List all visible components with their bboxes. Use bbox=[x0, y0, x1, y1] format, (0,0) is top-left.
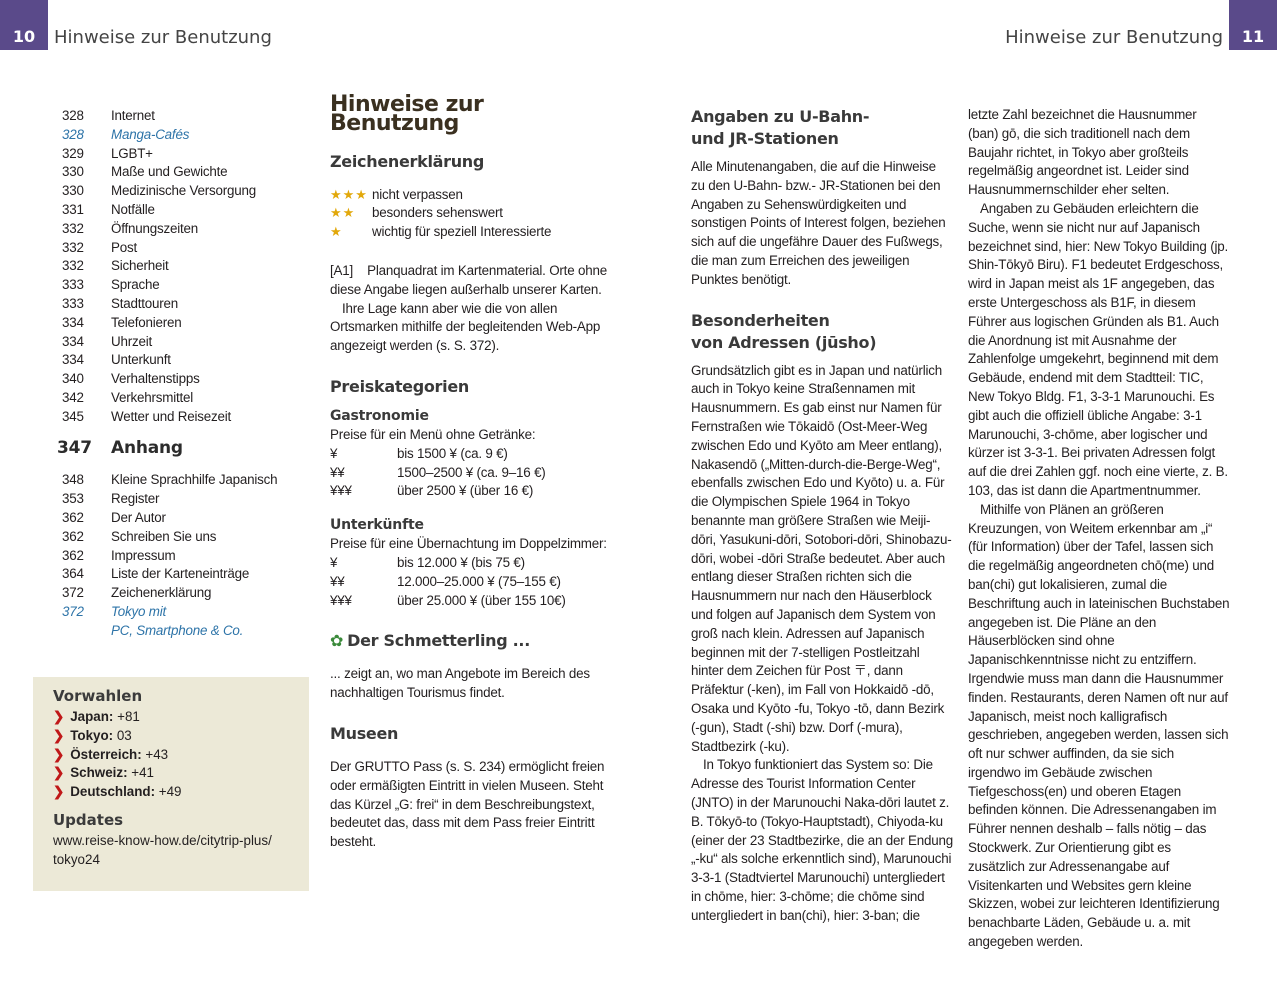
toc-entry[interactable] bbox=[62, 547, 312, 566]
toc-page-number: 364 bbox=[62, 566, 84, 582]
chevron-right-icon: ❯ bbox=[53, 784, 65, 800]
col4-paragraph-1: letzte Zahl bezeichnet die Hausnummer (ban) gō, die sich traditionell nach dem Baujahr richtet, in Tokyo aber großteils regelmäßig angeordnet ist. Leider sind Hausnummernschilder eher selten. bbox=[968, 107, 1197, 198]
price-symbol: ¥¥¥ bbox=[330, 592, 352, 608]
toc-list bbox=[62, 107, 312, 427]
toc-page-number: 362 bbox=[62, 528, 84, 544]
toc-label: Medizinische Versorgung bbox=[111, 183, 257, 199]
toc-entry[interactable] bbox=[62, 182, 312, 201]
toc-label: Sprache bbox=[111, 277, 160, 293]
price-symbol: ¥¥¥ bbox=[330, 483, 352, 499]
price-row bbox=[330, 573, 610, 592]
toc-page-number: 332 bbox=[62, 239, 84, 255]
price-range: bis 1500 ¥ (ca. 9 €) bbox=[397, 445, 508, 461]
plan-paragraph-2: Ihre Lage kann aber wie die von allen Ortsmarken mithilfe der begleitenden Web-App angezeigt werden (s. S. 372). bbox=[330, 300, 601, 354]
plan-paragraph: [A1] Planquadrat im Kartenmaterial. Orte ohne diese Angabe liegen außerhalb unserer Karten. bbox=[330, 262, 607, 297]
toc-label: Stadttouren bbox=[111, 295, 179, 311]
museen-heading: Museen bbox=[330, 723, 399, 743]
star-legend-item bbox=[330, 204, 610, 223]
toc-continuation: PC, Smartphone & Co. bbox=[111, 622, 244, 638]
toc-chapter-label: Anhang bbox=[111, 437, 183, 458]
price-row bbox=[330, 482, 610, 501]
toc-label: Maße und Gewichte bbox=[111, 164, 228, 180]
vorwahl-value: +43 bbox=[141, 746, 169, 762]
toc-label: Post bbox=[111, 239, 137, 255]
toc-page-number: 329 bbox=[62, 145, 84, 161]
toc-page-number: 345 bbox=[62, 408, 84, 424]
price-row bbox=[330, 554, 610, 573]
info-box bbox=[33, 677, 309, 891]
toc-page-number: 330 bbox=[62, 164, 84, 180]
adressen-paragraph-1: Grundsätzlich gibt es in Japan und natürlich auch in Tokyo keine Straßennamen mit Hausnummern. Es gab einst nur Namen für Fernstraßen wie Tōkaidō (Ost-Meer-Weg zwischen Edo und Kyōto am Meer entlang), Nakasendō („Mitten-durch-die-Berge-Weg“, ebenfalls zwischen Edo und Kyōto) u. a. Für die Olympischen Spiele 1964 in Tokyo benannte man größere Straßen wie Meiji-dōri, Yasukuni-dōri, Sotobori-dōri, Shinobazu-dōri, wobei -dōri Straße bedeutet. Aber auch entlang dieser Straßen richten sich die Hausnummern nur nach den Häuserblock und folgen auf Japanisch dem System von groß nach klein. Adressen auf Japanisch beginnen mit der 7-stelligen Postleitzahl hinter dem Zeichen für Post 〒, dann Präfektur (-ken), im Fall von Hokkaidō -dō, Osaka und Kyōto -fu, Tokyo -tō, dann Bezirk (-gun), Stadt (-shi) bzw. Dorf (-mura), Stadtbezirk (-ku). bbox=[691, 362, 952, 754]
price-symbol: ¥ bbox=[330, 445, 338, 461]
toc-entry[interactable] bbox=[62, 584, 312, 603]
updates-link[interactable]: www.reise-know-how.de/citytrip-plus/ bbox=[53, 832, 272, 848]
vorwahl-value: +49 bbox=[155, 784, 182, 800]
toc-entry[interactable] bbox=[62, 239, 312, 258]
unterk-heading: Unterkünfte bbox=[330, 517, 424, 534]
toc-list-appendix bbox=[62, 471, 312, 621]
col4-paragraph-2: Angaben zu Gebäuden erleichtern die Suche, wenn sie nicht nur auf Japanisch bezeichnet sind, hier: New Tokyo Building (jp. Shin-Tōkyō Biru). F1 bedeutet Erdgeschoss, wird in Japan meist als 1F angegeben, das erste Untergeschoss als B1F, in diesem Führer aus logischen Gründen als B1. Auch die Anordnung ist mit Ausnahme der Zahlenfolge umgekehrt, beginnend mit dem Gebäude, endend mit dem Stadtteil: TIC, New Tokyo Bldg. F1, 3-3-1 Marunouchi. Es gibt auch die offiziell übliche Angabe: 3-1 Marunouchi, 3-chōme, aber logischer und kürzer ist 3-3-1. Bei privaten Adressen folgt auf die drei Zahlen ggf. noch eine vierte, z. B. 103, das ist dann die Apartmentnummer. bbox=[968, 200, 1228, 498]
ubahn-text: Alle Minutenangaben, die auf die Hinweise zu den U-Bahn- bzw.- JR-Stationen bei den Angaben zu Sehenswürdigkeiten und sonstigen Points of Interest folgen, beziehen sich auf die ungefähre Dauer des Fußwegs, die man zum Erreichen des jeweiligen Punktes benötigt. bbox=[691, 159, 946, 287]
toc-page-number: 334 bbox=[62, 352, 84, 368]
toc-entry[interactable] bbox=[62, 509, 312, 528]
toc-page-number: 330 bbox=[62, 183, 84, 199]
toc-entry[interactable] bbox=[62, 201, 312, 220]
toc-page-number: 342 bbox=[62, 389, 84, 405]
star-legend bbox=[330, 186, 610, 242]
adressen-heading: Besonderheiten von Adressen (jūsho) bbox=[691, 310, 877, 352]
price-row bbox=[330, 445, 610, 464]
toc-chapter bbox=[57, 439, 312, 458]
vorwahl-item bbox=[53, 783, 289, 802]
price-range: bis 12.000 ¥ (bis 75 €) bbox=[397, 554, 525, 570]
toc-page-number: 334 bbox=[62, 314, 84, 330]
toc-label: Internet bbox=[111, 108, 155, 123]
toc-entry[interactable] bbox=[62, 471, 312, 490]
toc-label: LGBT+ bbox=[111, 145, 153, 161]
toc-entry[interactable] bbox=[62, 257, 312, 276]
toc-page-number: 372 bbox=[62, 603, 84, 619]
toc-label: Verhaltenstipps bbox=[111, 371, 200, 387]
toc-label: Schreiben Sie uns bbox=[111, 528, 217, 544]
toc-entry[interactable] bbox=[62, 351, 312, 370]
toc-label: Unterkunft bbox=[111, 352, 171, 368]
toc-chapter-number: 347 bbox=[57, 437, 92, 458]
toc-entry[interactable] bbox=[62, 528, 312, 547]
ubahn-heading: Angaben zu U-Bahn- und JR-Stationen bbox=[691, 107, 870, 148]
adressen-paragraph-2: In Tokyo funktioniert das System so: Die Adresse des Tourist Information Center (JNTO) in der Marunouchi Naka-dōri lautet z. B. Tōkyō-to (Tokyo-Hauptstadt), Chiyoda-ku (einer der 23 Stadtbezirke, die an der Endung „-ku“ als solche erkenntlich sind), Marunouchi 3-3-1 (Stadtviertel Marunouchi) untergliedert in chōme, hier: 3-chōme; die chōme sind untergliedert in ban(chi), hier: 3-ban; die bbox=[691, 757, 953, 923]
vorwahl-item bbox=[53, 708, 289, 727]
toc-page-number: 328 bbox=[62, 108, 84, 123]
chevron-right-icon: ❯ bbox=[53, 746, 65, 762]
toc-label: Impressum bbox=[111, 547, 176, 563]
toc-label: Register bbox=[111, 491, 160, 507]
text-column-3 bbox=[691, 106, 953, 925]
toc-entry[interactable] bbox=[62, 603, 312, 622]
vorwahl-value: +41 bbox=[127, 765, 154, 781]
toc-label: Manga-Cafés bbox=[111, 126, 190, 142]
updates-link-cont[interactable]: tokyo24 bbox=[53, 851, 100, 867]
zeichen-heading: Zeichenerklärung bbox=[330, 151, 485, 171]
vorwahlen-title: Vorwahlen bbox=[53, 687, 143, 705]
toc-page-number: 340 bbox=[62, 371, 84, 387]
price-symbol: ¥¥ bbox=[330, 573, 345, 589]
toc-page-number: 348 bbox=[62, 472, 84, 488]
section-title: Hinweise zur Benutzung bbox=[330, 92, 484, 136]
toc-entry[interactable] bbox=[62, 276, 312, 295]
toc-page-number: 333 bbox=[62, 295, 84, 311]
toc-label: Liste der Karteneinträge bbox=[111, 566, 250, 582]
toc-label: Wetter und Reisezeit bbox=[111, 408, 232, 424]
page-number-left: 10 bbox=[0, 0, 48, 50]
toc-page-number: 372 bbox=[62, 585, 84, 601]
toc-entry[interactable] bbox=[62, 220, 312, 239]
toc-label: Verkehrsmittel bbox=[111, 389, 194, 405]
updates-title: Updates bbox=[53, 810, 124, 829]
price-range: 12.000–25.000 ¥ (75–155 €) bbox=[397, 573, 561, 589]
toc-page-number: 328 bbox=[62, 126, 84, 142]
toc-label: Öffnungszeiten bbox=[111, 220, 199, 236]
toc-label: Zeichenerklärung bbox=[111, 585, 212, 601]
price-row bbox=[330, 592, 610, 611]
star-label: besonders sehenswert bbox=[372, 205, 503, 221]
star-icon: ★★ bbox=[330, 205, 356, 221]
museen-text: Der GRUTTO Pass (s. S. 234) ermöglicht freien oder ermäßigten Eintritt in vielen Museen. Steht das Kürzel „G: frei“ in dem Beschreibungstext, bedeutet das, dass mit dem Pass freier Eintritt besteht. bbox=[330, 758, 605, 850]
page-number-right: 11 bbox=[1229, 0, 1277, 50]
vorwahl-value: +81 bbox=[113, 709, 140, 724]
star-icon: ★★★ bbox=[330, 186, 368, 202]
unterk-intro: Preise für eine Übernachtung im Doppelzimmer: bbox=[330, 536, 607, 552]
vorwahl-item bbox=[53, 727, 289, 746]
star-legend-item bbox=[330, 186, 610, 205]
vorwahl-label: Tokyo: bbox=[70, 727, 114, 743]
text-column-4 bbox=[968, 106, 1230, 952]
toc-page-number: 362 bbox=[62, 509, 84, 525]
toc-page-number: 333 bbox=[62, 277, 84, 293]
butterfly-icon: ✿ bbox=[330, 631, 344, 651]
price-range: über 25.000 ¥ (über 155 10€) bbox=[397, 592, 566, 608]
gastro-intro: Preise für ein Menü ohne Getränke: bbox=[330, 426, 536, 442]
toc-entry[interactable] bbox=[62, 333, 312, 352]
toc-page-number: 334 bbox=[62, 333, 84, 349]
star-legend-item bbox=[330, 223, 610, 242]
gastro-heading: Gastronomie bbox=[330, 407, 429, 424]
toc-entry[interactable] bbox=[62, 565, 312, 584]
toc-entry[interactable] bbox=[62, 389, 312, 408]
preis-heading: Preiskategorien bbox=[330, 376, 469, 396]
toc-label: Uhrzeit bbox=[111, 333, 153, 349]
price-range: über 2500 ¥ (über 16 €) bbox=[397, 483, 534, 499]
toc-entry[interactable] bbox=[62, 145, 312, 164]
toc-label: Der Autor bbox=[111, 509, 166, 525]
vorwahl-label: Japan: bbox=[70, 709, 114, 724]
vorwahl-label: Österreich: bbox=[70, 746, 142, 762]
toc-page-number: 332 bbox=[62, 220, 84, 236]
running-head-left: Hinweise zur Benutzung bbox=[54, 27, 272, 48]
toc-entry[interactable] bbox=[62, 490, 312, 509]
chevron-right-icon: ❯ bbox=[53, 709, 65, 724]
vorwahl-value: 03 bbox=[113, 727, 132, 743]
toc-page-number: 332 bbox=[62, 258, 84, 274]
toc-entry[interactable] bbox=[62, 295, 312, 314]
vorwahl-item bbox=[53, 764, 289, 783]
schmetterling-heading: ✿ Der Schmetterling ... bbox=[330, 631, 530, 651]
toc-page-number: 353 bbox=[62, 491, 84, 507]
star-icon: ★ bbox=[330, 224, 343, 240]
toc-page-number: 362 bbox=[62, 547, 84, 563]
price-range: 1500–2500 ¥ (ca. 9–16 €) bbox=[397, 464, 546, 480]
toc-label: Sicherheit bbox=[111, 258, 169, 274]
toc-label: Telefonieren bbox=[111, 314, 182, 330]
toc-entry[interactable] bbox=[62, 408, 312, 427]
price-row bbox=[330, 464, 610, 483]
star-label: wichtig für speziell Interessierte bbox=[372, 224, 552, 240]
toc-entry[interactable] bbox=[62, 370, 312, 389]
toc-page-number: 331 bbox=[62, 201, 84, 217]
col4-paragraph-3: Mithilfe von Plänen an größeren Kreuzungen, von Weitem erkennbar am „i“ (für Information) über der Tafel, lassen sich die regelmäßig angeordneten chō(me) und ban(chi) gut lokalisieren, zumal die Beschriftung auch in lateinischen Buchstaben angegeben ist. Die Pläne an den Häuserblöcken sind ohne Japanischkenntnisse nicht zu entziffern. Irgendwie muss man dann die Hausnummer finden. Restaurants, deren Namen oft nur auf Japanisch, meist noch kalligrafisch geschrieben, angegeben werden, lassen sich oft nur schwer auffinden, da sie sich irgendwo im Gebäude zwischen Tiefgeschoss(en) und oberen Etagen befinden können. Die Adressenangaben im Führer nennen deshalb – falls nötig – das Stockwerk. Zur Orientierung gibt es zusätzlich zur Adressenangabe auf Visitenkarten und Websites gern kleine Skizzen, wobei zur leichteren Identifizierung benachbarte Läden, Gebäude u. a. mit angegeben werden. bbox=[968, 501, 1230, 950]
toc-label: Kleine Sprachhilfe Japanisch bbox=[111, 472, 278, 488]
toc-entry[interactable] bbox=[62, 126, 312, 145]
vorwahl-item bbox=[53, 746, 289, 765]
toc-entry[interactable] bbox=[62, 163, 312, 182]
vorwahl-label: Schweiz: bbox=[70, 765, 128, 781]
vorwahl-label: Deutschland: bbox=[70, 784, 156, 800]
chevron-right-icon: ❯ bbox=[53, 727, 65, 743]
price-symbol: ¥ bbox=[330, 554, 338, 570]
schmetterling-text: ... zeigt an, wo man Angebote im Bereich des nachhaltigen Tourismus findet. bbox=[330, 666, 590, 701]
unterk-prices bbox=[330, 554, 610, 610]
toc-entry[interactable] bbox=[62, 107, 312, 126]
chevron-right-icon: ❯ bbox=[53, 765, 65, 781]
gastro-prices bbox=[330, 445, 610, 501]
price-symbol: ¥¥ bbox=[330, 464, 345, 480]
star-label: nicht verpassen bbox=[372, 186, 463, 202]
vorwahlen-list bbox=[53, 708, 289, 802]
toc-label: Tokyo mit bbox=[111, 603, 167, 619]
toc-column bbox=[57, 107, 312, 641]
toc-label: Notfälle bbox=[111, 201, 155, 217]
legend-column bbox=[330, 92, 610, 852]
toc-entry[interactable] bbox=[62, 314, 312, 333]
running-head-right: Hinweise zur Benutzung bbox=[1005, 27, 1223, 48]
